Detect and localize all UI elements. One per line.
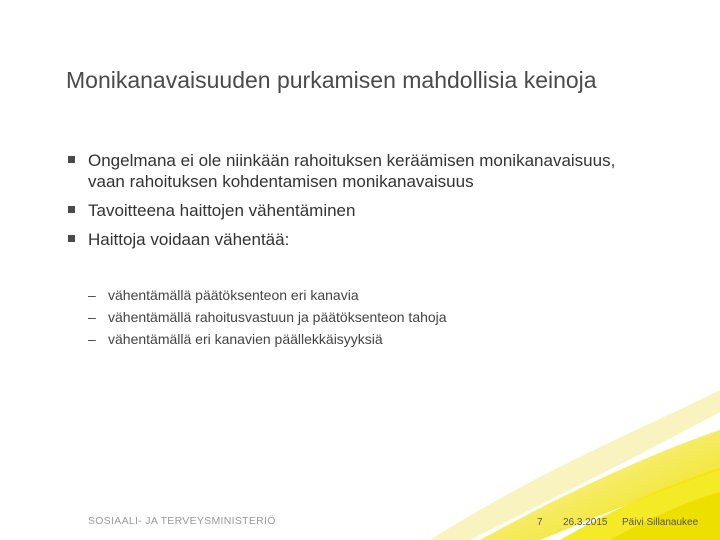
sub-bullet-item: [88, 284, 608, 306]
square-bullet-icon: [68, 156, 75, 163]
square-bullet-icon: [68, 206, 75, 213]
dash-icon: –: [88, 287, 96, 303]
sub-bullet-text: vähentämällä rahoitusvastuun ja päätöksenteon tahoja: [108, 309, 447, 325]
footer-author: Päivi Sillanaukee: [622, 517, 699, 528]
bullet-item: [68, 229, 628, 250]
slide-title: Monikanavaisuuden purkamisen mahdollisia keinoja: [66, 67, 597, 93]
bullet-item: [68, 200, 628, 221]
bullet-list: [68, 150, 628, 258]
page-number: 7: [537, 517, 543, 528]
footer-date: 26.3.2015: [563, 517, 608, 528]
bullet-text: Haittoja voidaan vähentää:: [88, 230, 290, 249]
sub-bullet-text: vähentämällä päätöksenteon eri kanavia: [108, 287, 359, 303]
bullet-text: Ongelmana ei ole niinkään rahoituksen keräämisen monikanavaisuus, vaan rahoituksen kohdentamisen monikanavaisuus: [88, 151, 616, 191]
bullet-text: Tavoitteena haittojen vähentäminen: [88, 201, 356, 220]
sub-bullet-list: [88, 284, 608, 350]
sub-bullet-item: [88, 306, 608, 328]
dash-icon: –: [88, 309, 96, 325]
sub-bullet-text: vähentämällä eri kanavien päällekkäisyyksiä: [108, 331, 383, 347]
square-bullet-icon: [68, 235, 75, 242]
dash-icon: –: [88, 331, 96, 347]
sub-bullet-item: [88, 328, 608, 350]
bullet-item: [68, 150, 628, 192]
ministry-logo-text: SOSIAALI- JA TERVEYSMINISTERIÖ: [88, 515, 276, 527]
